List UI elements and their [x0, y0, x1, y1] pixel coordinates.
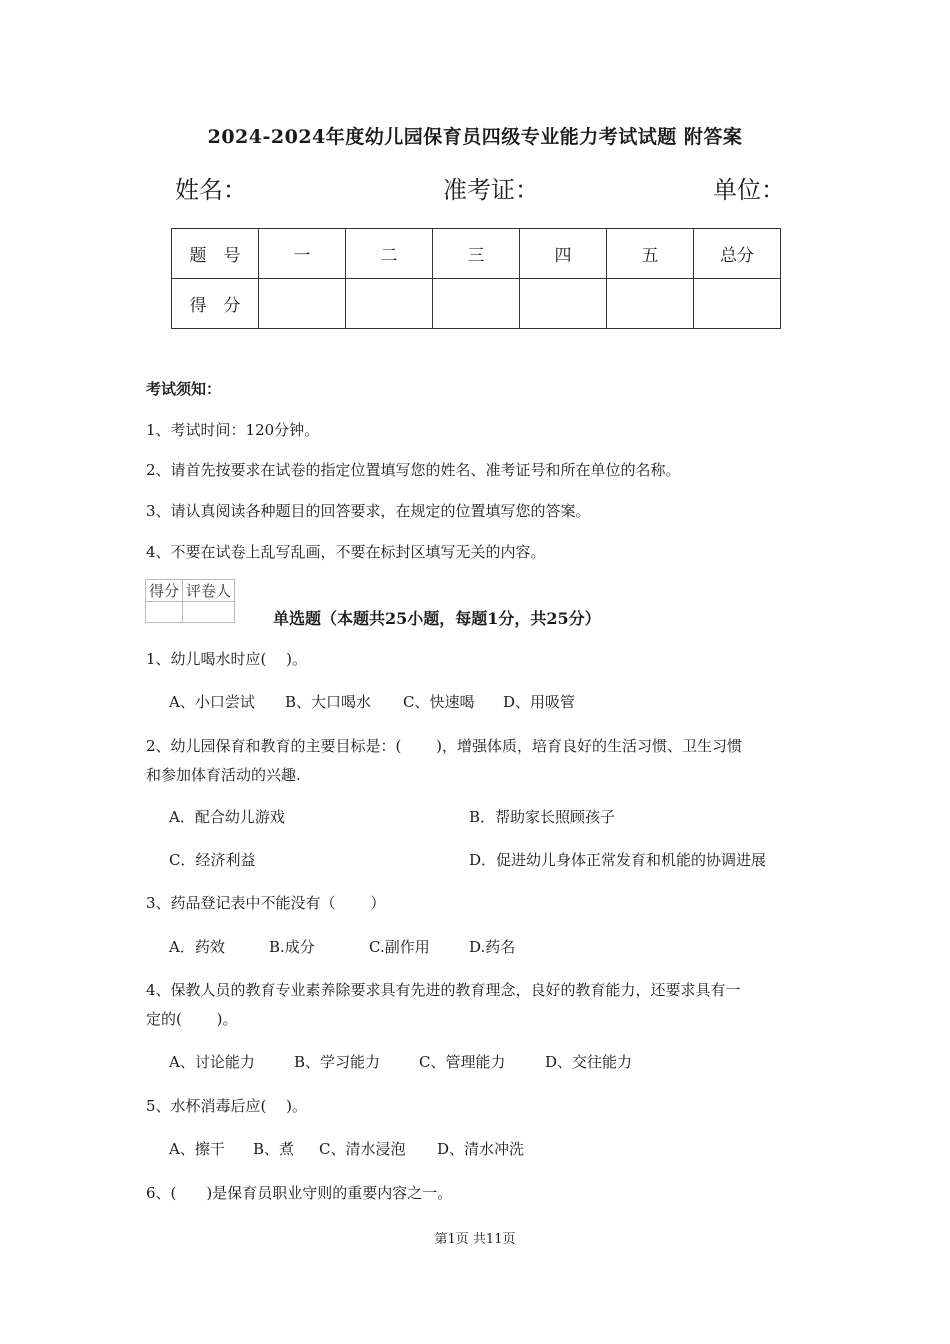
option: A、擦干 [169, 1140, 225, 1158]
notice-title: 考试须知： [146, 380, 222, 398]
option: D．促进幼儿身体正常发育和机能的协调进展 [469, 851, 767, 869]
score-header-cell: 四 [520, 229, 607, 279]
option: A、讨论能力 [169, 1053, 255, 1071]
question-stem: 2、幼儿园保育和教育的主要目标是：( )，增强体质，培育良好的生活习惯、卫生习惯 [146, 737, 743, 755]
score-row-label: 得 分 [172, 279, 259, 329]
candidate-fields [175, 170, 785, 202]
grader-reviewer-cell [183, 602, 235, 623]
option: D.药名 [469, 938, 516, 956]
option: A．药效 [169, 938, 225, 956]
option: B、学习能力 [294, 1053, 381, 1071]
score-header-cell: 二 [346, 229, 433, 279]
document-title: 2024-2024年度幼儿园保育员四级专业能力考试试题 附答案 [207, 126, 743, 148]
score-table-score-row [172, 279, 781, 329]
notice-item: 2、请首先按要求在试卷的指定位置填写您的姓名、准考证号和所在单位的名称。 [146, 461, 681, 479]
option: A、小口尝试 [169, 693, 255, 711]
grader-score-label: 得分 [146, 580, 183, 602]
notice-item: 4、不要在试卷上乱写乱画，不要在标封区填写无关的内容。 [146, 543, 546, 561]
grader-box [145, 579, 235, 623]
name-label: 姓名： [175, 176, 247, 204]
question-stem: 5、水杯消毒后应( )。 [146, 1097, 308, 1115]
option: D、用吸管 [503, 693, 576, 711]
option: B、煮 [253, 1140, 295, 1158]
question-stem-continued: 定的( )。 [146, 1010, 238, 1028]
question-stem: 1、幼儿喝水时应( )。 [146, 650, 308, 668]
option: D、清水冲洗 [437, 1140, 525, 1158]
notice-item: 1、考试时间：120分钟。 [146, 421, 320, 439]
option: C．经济利益 [169, 851, 256, 869]
score-header-cell: 一 [259, 229, 346, 279]
option: B．帮助家长照顾孩子 [469, 808, 616, 826]
exam-number-label: 准考证： [443, 176, 539, 204]
option: D、交往能力 [545, 1053, 633, 1071]
score-table-header-row [172, 229, 781, 279]
score-header-cell: 五 [607, 229, 694, 279]
section-title: 单选题（本题共25小题，每题1分，共25分） [273, 609, 601, 628]
question-stem-continued: 和参加体育活动的兴趣. [146, 766, 301, 784]
score-cell [520, 279, 607, 329]
option: C、快速喝 [403, 693, 475, 711]
question-stem: 6、( )是保育员职业守则的重要内容之一。 [146, 1184, 453, 1202]
score-cell [259, 279, 346, 329]
notice-item: 3、请认真阅读各种题目的回答要求，在规定的位置填写您的答案。 [146, 502, 591, 520]
option: B.成分 [269, 938, 315, 956]
option: C.副作用 [369, 938, 430, 956]
option: C、清水浸泡 [319, 1140, 406, 1158]
option: A．配合幼儿游戏 [169, 808, 285, 826]
score-cell [433, 279, 520, 329]
score-table [171, 228, 781, 329]
grader-reviewer-label: 评卷人 [183, 580, 235, 602]
score-header-cell: 三 [433, 229, 520, 279]
score-cell [607, 279, 694, 329]
score-cell [694, 279, 781, 329]
score-header-cell: 总分 [694, 229, 781, 279]
unit-label: 单位： [713, 176, 785, 204]
page-footer: 第1页 共11页 [434, 1232, 516, 1247]
grader-score-cell [146, 602, 183, 623]
score-header-label: 题 号 [172, 229, 259, 279]
question-stem: 4、保教人员的教育专业素养除要求具有先进的教育理念，良好的教育能力，还要求具有一 [146, 981, 741, 999]
option: C、管理能力 [419, 1053, 506, 1071]
option: B、大口喝水 [285, 693, 372, 711]
score-cell [346, 279, 433, 329]
question-stem: 3、药品登记表中不能没有（ ） [146, 894, 386, 912]
